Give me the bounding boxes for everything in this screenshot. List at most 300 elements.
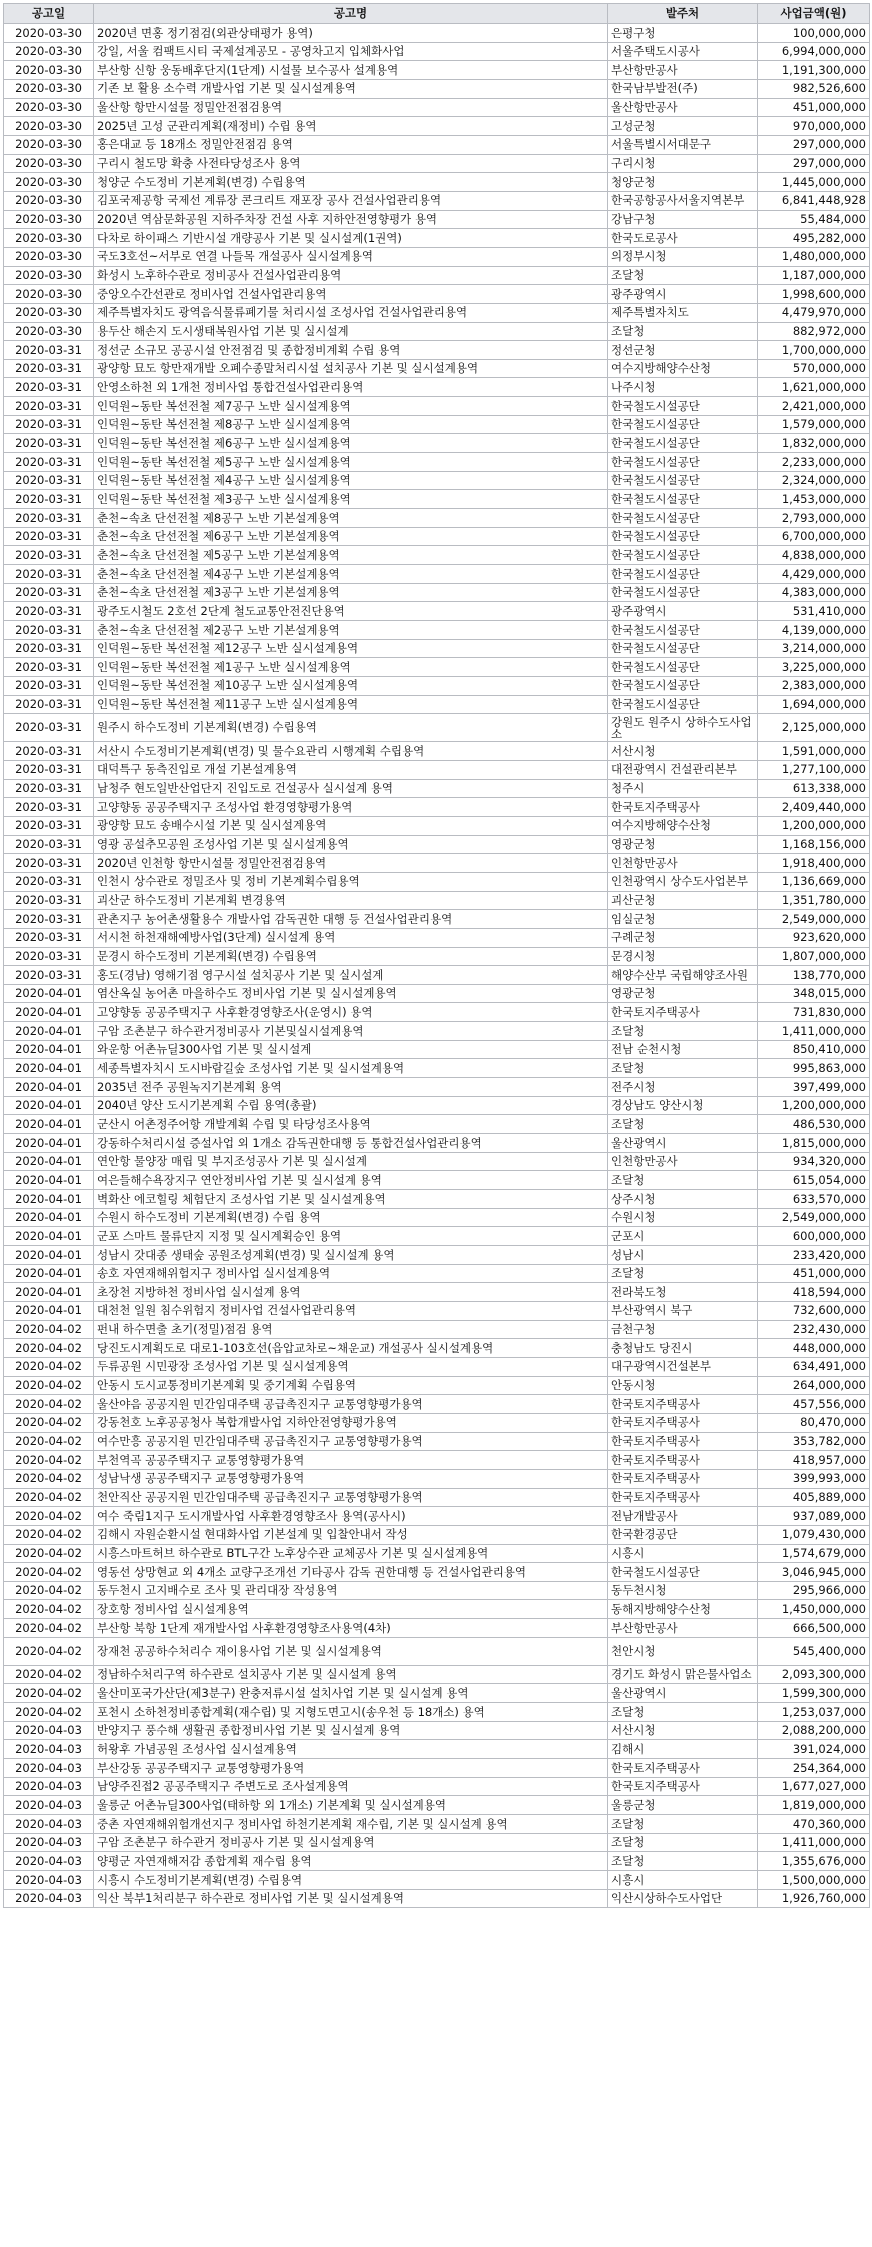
cell-amount: 1,411,000,000	[758, 1833, 870, 1852]
cell-orderer: 구리시청	[608, 154, 758, 173]
cell-orderer: 조달청	[608, 1833, 758, 1852]
cell-amount: 100,000,000	[758, 24, 870, 43]
cell-title: 제주특별자치도 광역음식물류폐기물 처리시설 조성사업 건설사업관리용역	[94, 303, 608, 322]
cell-title: 중앙오수간선관로 정비사업 건설사업관리용역	[94, 285, 608, 304]
table-row	[4, 695, 870, 714]
cell-date: 2020-04-01	[4, 1115, 94, 1134]
cell-orderer: 경상남도 양산시청	[608, 1096, 758, 1115]
cell-orderer: 영광군청	[608, 835, 758, 854]
table-row	[4, 1833, 870, 1852]
table-row	[4, 984, 870, 1003]
table-row	[4, 639, 870, 658]
cell-amount: 1,450,000,000	[758, 1600, 870, 1619]
cell-orderer: 강원도 원주시 상하수도사업소	[608, 714, 758, 742]
cell-amount: 457,556,000	[758, 1395, 870, 1414]
cell-title: 인덕원~동탄 복선전철 제3공구 노반 실시설계용역	[94, 490, 608, 509]
cell-amount: 138,770,000	[758, 966, 870, 985]
cell-orderer: 여수지방해양수산청	[608, 816, 758, 835]
table-row	[4, 1096, 870, 1115]
cell-title: 서산시 수도정비기본계획(변경) 및 물수요관리 시행계획 수립용역	[94, 742, 608, 761]
table-row	[4, 1488, 870, 1507]
cell-orderer: 군포시	[608, 1227, 758, 1246]
cell-date: 2020-03-30	[4, 173, 94, 192]
cell-amount: 937,089,000	[758, 1507, 870, 1526]
cell-date: 2020-03-30	[4, 98, 94, 117]
cell-orderer: 한국철도시설공단	[608, 621, 758, 640]
cell-orderer: 한국토지주택공사	[608, 1003, 758, 1022]
cell-title: 인덕원~동탄 복선전철 제10공구 노반 실시설계용역	[94, 676, 608, 695]
cell-title: 반양지구 풍수해 생활권 종합정비사업 기본 및 실시설계 용역	[94, 1721, 608, 1740]
cell-amount: 264,000,000	[758, 1376, 870, 1395]
header-date: 공고일	[4, 4, 94, 24]
table-row	[4, 509, 870, 528]
cell-title: 부산항 신항 웅동배후단지(1단계) 시설물 보수공사 설계용역	[94, 61, 608, 80]
cell-date: 2020-03-30	[4, 154, 94, 173]
table-row	[4, 816, 870, 835]
cell-date: 2020-03-31	[4, 415, 94, 434]
header-title: 공고명	[94, 4, 608, 24]
cell-date: 2020-04-02	[4, 1684, 94, 1703]
table-row	[4, 966, 870, 985]
cell-date: 2020-04-02	[4, 1395, 94, 1414]
cell-orderer: 임실군청	[608, 910, 758, 929]
cell-date: 2020-04-02	[4, 1619, 94, 1638]
cell-amount: 495,282,000	[758, 229, 870, 248]
cell-orderer: 조달청	[608, 1264, 758, 1283]
cell-date: 2020-04-01	[4, 1096, 94, 1115]
cell-date: 2020-03-31	[4, 434, 94, 453]
cell-orderer: 인천항만공사	[608, 854, 758, 873]
cell-amount: 1,832,000,000	[758, 434, 870, 453]
cell-date: 2020-04-02	[4, 1469, 94, 1488]
cell-title: 영광 공설추모공원 조성사업 기본 및 실시설계용역	[94, 835, 608, 854]
cell-date: 2020-03-30	[4, 303, 94, 322]
cell-amount: 2,421,000,000	[758, 397, 870, 416]
cell-amount: 613,338,000	[758, 779, 870, 798]
table-row	[4, 1469, 870, 1488]
cell-orderer: 한국토지주택공사	[608, 1432, 758, 1451]
cell-title: 춘천~속초 단선전철 제2공구 노반 기본설계용역	[94, 621, 608, 640]
cell-title: 시흥스마트허브 하수관로 BTL구간 노후상수관 교체공사 기본 및 실시설계용역	[94, 1544, 608, 1563]
cell-orderer: 청주시	[608, 779, 758, 798]
cell-date: 2020-03-31	[4, 816, 94, 835]
table-row	[4, 285, 870, 304]
cell-orderer: 인천항만공사	[608, 1152, 758, 1171]
cell-orderer: 구례군청	[608, 928, 758, 947]
cell-orderer: 울릉군청	[608, 1796, 758, 1815]
cell-amount: 1,574,679,000	[758, 1544, 870, 1563]
table-row	[4, 98, 870, 117]
cell-amount: 666,500,000	[758, 1619, 870, 1638]
cell-title: 용두산 해손지 도시생태복원사업 기본 및 실시설계	[94, 322, 608, 341]
cell-amount: 80,470,000	[758, 1413, 870, 1432]
cell-title: 성남시 갓대종 생태숲 공원조성계획(변경) 및 실시설계 용역	[94, 1246, 608, 1265]
cell-orderer: 한국토지주택공사	[608, 1413, 758, 1432]
cell-orderer: 서산시청	[608, 742, 758, 761]
cell-orderer: 조달청	[608, 1059, 758, 1078]
cell-title: 부산항 북항 1단계 재개발사업 사후환경영향조사용역(4차)	[94, 1619, 608, 1638]
table-row	[4, 1889, 870, 1908]
table-row	[4, 1600, 870, 1619]
cell-amount: 254,364,000	[758, 1759, 870, 1778]
cell-orderer: 성남시	[608, 1246, 758, 1265]
cell-amount: 570,000,000	[758, 359, 870, 378]
cell-title: 동두천시 고지배수로 조사 및 관리대장 작성용역	[94, 1581, 608, 1600]
cell-title: 여수 죽림1지구 도시개발사업 사후환경영향조사 용역(공사시)	[94, 1507, 608, 1526]
cell-title: 김포국제공항 국제선 계류장 콘크리트 재포장 공사 건설사업관리용역	[94, 191, 608, 210]
cell-amount: 1,187,000,000	[758, 266, 870, 285]
cell-amount: 486,530,000	[758, 1115, 870, 1134]
cell-title: 괴산군 하수도정비 기본계획 변경용역	[94, 891, 608, 910]
table-row	[4, 1871, 870, 1890]
cell-orderer: 인천광역시 상수도사업본부	[608, 872, 758, 891]
cell-date: 2020-04-01	[4, 1246, 94, 1265]
cell-orderer: 한국철도시설공단	[608, 583, 758, 602]
cell-title: 남청주 현도일반산업단지 진입도로 건설공사 실시설계 용역	[94, 779, 608, 798]
cell-orderer: 전남 순천시청	[608, 1040, 758, 1059]
cell-amount: 850,410,000	[758, 1040, 870, 1059]
table-row	[4, 135, 870, 154]
cell-title: 양평군 자연재해저감 종합계획 재수립 용역	[94, 1852, 608, 1871]
table-row	[4, 1283, 870, 1302]
cell-amount: 3,046,945,000	[758, 1563, 870, 1582]
table-row	[4, 61, 870, 80]
cell-orderer: 금천구청	[608, 1320, 758, 1339]
cell-title: 강일, 서울 컴팩트시티 국제설계공모 - 공영차고지 입체화사업	[94, 42, 608, 61]
cell-title: 2035년 전주 공원녹지기본계획 용역	[94, 1078, 608, 1097]
cell-orderer: 제주특별자치도	[608, 303, 758, 322]
cell-title: 다차로 하이패스 기반시설 개량공사 기본 및 실시설계(1권역)	[94, 229, 608, 248]
cell-date: 2020-03-30	[4, 42, 94, 61]
table-row	[4, 1208, 870, 1227]
table-row	[4, 378, 870, 397]
cell-orderer: 한국철도시설공단	[608, 658, 758, 677]
cell-title: 울산야음 공공지원 민간임대주택 공급촉진지구 교통영향평가용역	[94, 1395, 608, 1414]
cell-amount: 3,214,000,000	[758, 639, 870, 658]
cell-title: 허왕후 가념공원 조성사업 실시설계용역	[94, 1740, 608, 1759]
cell-orderer: 한국토지주택공사	[608, 1451, 758, 1470]
table-row	[4, 835, 870, 854]
table-row	[4, 24, 870, 43]
cell-amount: 1,079,430,000	[758, 1525, 870, 1544]
cell-date: 2020-03-31	[4, 397, 94, 416]
cell-amount: 2,093,300,000	[758, 1665, 870, 1684]
procurement-table	[3, 3, 870, 1908]
cell-amount: 6,700,000,000	[758, 527, 870, 546]
table-row	[4, 1301, 870, 1320]
cell-orderer: 안동시청	[608, 1376, 758, 1395]
cell-amount: 1,351,780,000	[758, 891, 870, 910]
cell-date: 2020-04-03	[4, 1852, 94, 1871]
cell-orderer: 한국공항공사서울지역본부	[608, 191, 758, 210]
cell-date: 2020-03-30	[4, 24, 94, 43]
cell-date: 2020-03-31	[4, 891, 94, 910]
cell-amount: 934,320,000	[758, 1152, 870, 1171]
table-row	[4, 1777, 870, 1796]
table-row	[4, 602, 870, 621]
table-row	[4, 1190, 870, 1209]
cell-orderer: 한국철도시설공단	[608, 434, 758, 453]
cell-title: 2020년 역삼문화공원 지하주차장 건설 사후 지하안전영향평가 용역	[94, 210, 608, 229]
table-row	[4, 854, 870, 873]
cell-orderer: 한국토지주택공사	[608, 798, 758, 817]
table-header-row	[4, 4, 870, 24]
cell-amount: 633,570,000	[758, 1190, 870, 1209]
table-row	[4, 79, 870, 98]
cell-date: 2020-04-01	[4, 1059, 94, 1078]
cell-date: 2020-03-31	[4, 359, 94, 378]
cell-amount: 634,491,000	[758, 1357, 870, 1376]
cell-orderer: 한국토지주택공사	[608, 1395, 758, 1414]
cell-title: 기존 보 활용 소수력 개발사업 기본 및 실시설계용역	[94, 79, 608, 98]
cell-date: 2020-04-02	[4, 1600, 94, 1619]
cell-orderer: 한국철도시설공단	[608, 527, 758, 546]
table-row	[4, 1815, 870, 1834]
cell-date: 2020-04-03	[4, 1815, 94, 1834]
cell-orderer: 대구광역시건설본부	[608, 1357, 758, 1376]
cell-amount: 1,926,760,000	[758, 1889, 870, 1908]
cell-title: 인덕원~동탄 복선전철 제4공구 노반 실시설계용역	[94, 471, 608, 490]
cell-title: 인천시 상수관로 정밀조사 및 정비 기본계획수립용역	[94, 872, 608, 891]
cell-amount: 545,400,000	[758, 1637, 870, 1665]
cell-date: 2020-03-31	[4, 471, 94, 490]
cell-orderer: 충청남도 당진시	[608, 1339, 758, 1358]
table-row	[4, 42, 870, 61]
table-row	[4, 1507, 870, 1526]
cell-date: 2020-03-31	[4, 760, 94, 779]
cell-amount: 970,000,000	[758, 117, 870, 136]
cell-date: 2020-03-31	[4, 910, 94, 929]
cell-orderer: 괴산군청	[608, 891, 758, 910]
cell-title: 구리시 철도망 확충 사전타당성조사 용역	[94, 154, 608, 173]
cell-orderer: 해양수산부 국립해양조사원	[608, 966, 758, 985]
cell-amount: 1,453,000,000	[758, 490, 870, 509]
cell-title: 서시천 하천재해예방사업(3단계) 실시설계 용역	[94, 928, 608, 947]
table-row	[4, 891, 870, 910]
cell-date: 2020-04-03	[4, 1889, 94, 1908]
cell-amount: 2,549,000,000	[758, 1208, 870, 1227]
table-row	[4, 1339, 870, 1358]
table-row	[4, 583, 870, 602]
cell-amount: 6,994,000,000	[758, 42, 870, 61]
cell-amount: 1,918,400,000	[758, 854, 870, 873]
cell-date: 2020-04-01	[4, 1264, 94, 1283]
table-row	[4, 910, 870, 929]
table-row	[4, 947, 870, 966]
table-row	[4, 714, 870, 742]
cell-date: 2020-03-31	[4, 639, 94, 658]
cell-title: 천안직산 공공지원 민간임대주택 공급촉진지구 교통영향평가용역	[94, 1488, 608, 1507]
cell-amount: 1,579,000,000	[758, 415, 870, 434]
cell-title: 정선군 소규모 공공시설 안전점검 및 종합정비계획 수립 용역	[94, 341, 608, 360]
cell-amount: 995,863,000	[758, 1059, 870, 1078]
cell-date: 2020-03-31	[4, 695, 94, 714]
cell-date: 2020-03-30	[4, 191, 94, 210]
cell-title: 인덕원~동탄 복선전철 제12공구 노반 실시설계용역	[94, 639, 608, 658]
cell-orderer: 부산항만공사	[608, 1619, 758, 1638]
cell-title: 남양주진접2 공공주택지구 주변도로 조사설계용역	[94, 1777, 608, 1796]
cell-title: 중촌 자연재해위험개선지구 정비사업 하천기본계획 재수립, 기본 및 실시설계 용역	[94, 1815, 608, 1834]
cell-title: 춘천~속초 단선전철 제8공구 노반 기본설계용역	[94, 509, 608, 528]
cell-amount: 1,807,000,000	[758, 947, 870, 966]
table-row	[4, 490, 870, 509]
table-row	[4, 1637, 870, 1665]
cell-orderer: 수원시청	[608, 1208, 758, 1227]
cell-orderer: 여수지방해양수산청	[608, 359, 758, 378]
cell-date: 2020-04-02	[4, 1320, 94, 1339]
cell-date: 2020-04-01	[4, 1208, 94, 1227]
table-row	[4, 1852, 870, 1871]
cell-amount: 1,191,300,000	[758, 61, 870, 80]
cell-amount: 399,993,000	[758, 1469, 870, 1488]
table-row	[4, 1040, 870, 1059]
cell-orderer: 한국철도시설공단	[608, 509, 758, 528]
cell-title: 광양항 묘도 항만재개발 오폐수종말처리시설 설치공사 기본 및 실시설계용역	[94, 359, 608, 378]
header-amount: 사업금액(원)	[758, 4, 870, 24]
table-row	[4, 1544, 870, 1563]
cell-date: 2020-03-30	[4, 79, 94, 98]
cell-orderer: 한국토지주택공사	[608, 1469, 758, 1488]
cell-date: 2020-03-31	[4, 565, 94, 584]
cell-amount: 1,694,000,000	[758, 695, 870, 714]
cell-orderer: 광주광역시	[608, 285, 758, 304]
cell-amount: 1,677,027,000	[758, 1777, 870, 1796]
cell-amount: 418,957,000	[758, 1451, 870, 1470]
cell-date: 2020-03-31	[4, 509, 94, 528]
cell-amount: 1,136,669,000	[758, 872, 870, 891]
cell-date: 2020-03-31	[4, 621, 94, 640]
table-row	[4, 1581, 870, 1600]
cell-title: 관촌지구 농어촌생활용수 개발사업 감독권한 대행 등 건설사업관리용역	[94, 910, 608, 929]
table-row	[4, 798, 870, 817]
table-row	[4, 1078, 870, 1097]
table-row	[4, 658, 870, 677]
cell-date: 2020-04-01	[4, 984, 94, 1003]
cell-date: 2020-03-31	[4, 546, 94, 565]
cell-title: 인덕원~동탄 복선전철 제11공구 노반 실시설계용역	[94, 695, 608, 714]
cell-title: 초장천 지방하천 정비사업 실시설계 용역	[94, 1283, 608, 1302]
cell-orderer: 한국철도시설공단	[608, 490, 758, 509]
cell-title: 국도3호선~서부로 연결 나들목 개설공사 실시설계용역	[94, 247, 608, 266]
cell-title: 인덕원~동탄 복선전철 제7공구 노반 실시설계용역	[94, 397, 608, 416]
cell-date: 2020-04-02	[4, 1376, 94, 1395]
cell-orderer: 한국토지주택공사	[608, 1777, 758, 1796]
table-row	[4, 621, 870, 640]
cell-orderer: 경기도 화성시 맑은물사업소	[608, 1665, 758, 1684]
cell-title: 성남낙생 공공주택지구 교통영향평가용역	[94, 1469, 608, 1488]
cell-title: 정남하수처리구역 하수관로 설치공사 기본 및 실시설계 용역	[94, 1665, 608, 1684]
cell-amount: 1,815,000,000	[758, 1134, 870, 1153]
cell-date: 2020-03-30	[4, 322, 94, 341]
cell-orderer: 한국철도시설공단	[608, 639, 758, 658]
cell-date: 2020-04-02	[4, 1637, 94, 1665]
table-row	[4, 303, 870, 322]
cell-date: 2020-03-30	[4, 135, 94, 154]
cell-orderer: 서울주택도시공사	[608, 42, 758, 61]
cell-date: 2020-04-01	[4, 1022, 94, 1041]
cell-amount: 1,998,600,000	[758, 285, 870, 304]
cell-title: 인덕원~동탄 복선전철 제6공구 노반 실시설계용역	[94, 434, 608, 453]
cell-title: 부산강동 공공주택지구 교통영향평가용역	[94, 1759, 608, 1778]
table-row	[4, 1376, 870, 1395]
cell-amount: 451,000,000	[758, 98, 870, 117]
cell-orderer: 부산항만공사	[608, 61, 758, 80]
cell-date: 2020-04-02	[4, 1507, 94, 1526]
cell-amount: 1,355,676,000	[758, 1852, 870, 1871]
cell-date: 2020-03-30	[4, 210, 94, 229]
cell-amount: 295,966,000	[758, 1581, 870, 1600]
table-row	[4, 565, 870, 584]
cell-title: 여수만흥 공공지원 민간임대주택 공급촉진지구 교통영향평가용역	[94, 1432, 608, 1451]
table-row	[4, 1721, 870, 1740]
cell-orderer: 동두천시청	[608, 1581, 758, 1600]
cell-amount: 2,088,200,000	[758, 1721, 870, 1740]
table-row	[4, 1320, 870, 1339]
table-row	[4, 1059, 870, 1078]
table-row	[4, 1759, 870, 1778]
cell-orderer: 전남개발공사	[608, 1507, 758, 1526]
cell-orderer: 의정부시청	[608, 247, 758, 266]
table-row	[4, 872, 870, 891]
cell-title: 문경시 하수도정비 기본계획(변경) 수립용역	[94, 947, 608, 966]
cell-date: 2020-04-01	[4, 1301, 94, 1320]
cell-amount: 1,621,000,000	[758, 378, 870, 397]
cell-title: 울릉군 어촌뉴딜300사업(태하항 외 1개소) 기본계획 및 실시설계용역	[94, 1796, 608, 1815]
cell-amount: 451,000,000	[758, 1264, 870, 1283]
cell-title: 대덕특구 동측진입로 개설 기본설계용역	[94, 760, 608, 779]
cell-date: 2020-03-30	[4, 229, 94, 248]
cell-title: 2020년 면홍 정기점검(외관상태평가 용역)	[94, 24, 608, 43]
table-row	[4, 1227, 870, 1246]
cell-title: 원주시 하수도정비 기본계획(변경) 수립용역	[94, 714, 608, 742]
cell-orderer: 동해지방해양수산청	[608, 1600, 758, 1619]
table-row	[4, 1134, 870, 1153]
cell-title: 염산옥실 농어촌 마을하수도 정비사업 기본 및 실시설계용역	[94, 984, 608, 1003]
table-row	[4, 229, 870, 248]
table-row	[4, 1703, 870, 1722]
table-row	[4, 341, 870, 360]
cell-title: 울산미포국가산단(제3분구) 완충저류시설 설치사업 기본 및 실시설계 용역	[94, 1684, 608, 1703]
cell-title: 춘천~속초 단선전철 제6공구 노반 기본설계용역	[94, 527, 608, 546]
cell-orderer: 한국철도시설공단	[608, 453, 758, 472]
cell-amount: 405,889,000	[758, 1488, 870, 1507]
cell-date: 2020-03-31	[4, 872, 94, 891]
cell-title: 고양향동 공공주택지구 사후환경영향조사(운영시) 용역	[94, 1003, 608, 1022]
cell-amount: 232,430,000	[758, 1320, 870, 1339]
cell-title: 2020년 인천항 항만시설물 정밀안전점검용역	[94, 854, 608, 873]
cell-date: 2020-04-02	[4, 1581, 94, 1600]
cell-amount: 732,600,000	[758, 1301, 870, 1320]
cell-title: 세종특별자치시 도시바람길숲 조성사업 기본 및 실시설계용역	[94, 1059, 608, 1078]
cell-orderer: 한국철도시설공단	[608, 415, 758, 434]
cell-date: 2020-04-02	[4, 1432, 94, 1451]
cell-title: 2025년 고성 군관리계획(재정비) 수립 용역	[94, 117, 608, 136]
cell-title: 시흥시 수도정비기본계획(변경) 수립용역	[94, 1871, 608, 1890]
cell-date: 2020-04-02	[4, 1451, 94, 1470]
cell-amount: 353,782,000	[758, 1432, 870, 1451]
cell-orderer: 조달청	[608, 1022, 758, 1041]
cell-amount: 1,253,037,000	[758, 1703, 870, 1722]
cell-title: 안영소하천 외 1개천 정비사업 통합건설사업관리용역	[94, 378, 608, 397]
cell-title: 강동천호 노후공공청사 복합개발사업 지하안전영향평가용역	[94, 1413, 608, 1432]
cell-amount: 418,594,000	[758, 1283, 870, 1302]
table-row	[4, 1432, 870, 1451]
cell-amount: 923,620,000	[758, 928, 870, 947]
table-row	[4, 322, 870, 341]
cell-amount: 470,360,000	[758, 1815, 870, 1834]
cell-amount: 1,277,100,000	[758, 760, 870, 779]
cell-amount: 1,411,000,000	[758, 1022, 870, 1041]
